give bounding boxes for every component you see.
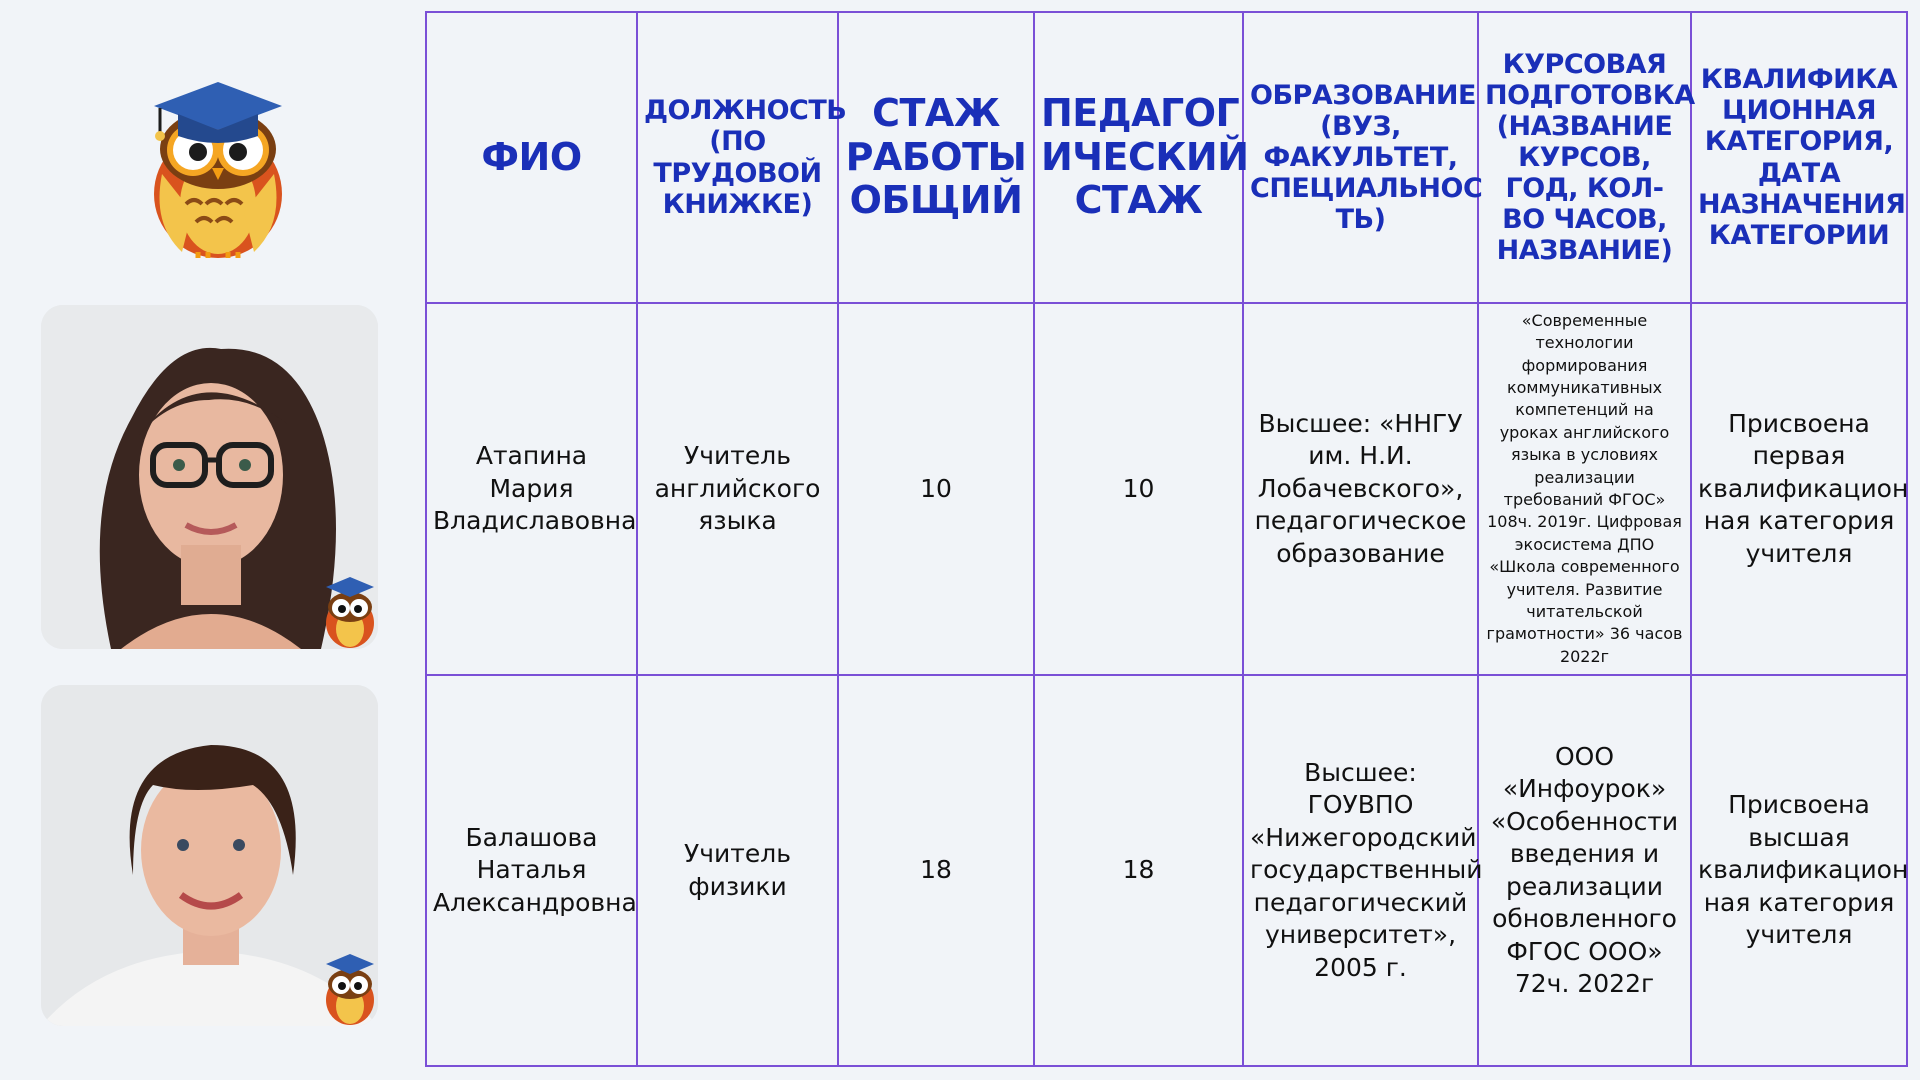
table-header-row bbox=[426, 12, 1907, 303]
cell-ped-experience: 18 bbox=[1034, 675, 1243, 1066]
cell-position: Учитель физики bbox=[637, 675, 838, 1066]
cell-category: Присвоена первая квалификацион ная категория учителя bbox=[1691, 303, 1907, 675]
cell-category: Присвоена высшая квалификацион ная категория учителя bbox=[1691, 675, 1907, 1066]
header-education: ОБРАЗОВАНИЕ (ВУЗ, ФАКУЛЬТЕТ, СПЕЦИАЛЬНОС ТЬ) bbox=[1243, 12, 1478, 303]
cell-fio: Атапина Мария Владиславовна bbox=[426, 303, 637, 675]
header-position: ДОЛЖНОСТЬ (ПО ТРУДОВОЙ КНИЖКЕ) bbox=[637, 12, 838, 303]
table-row bbox=[426, 675, 1907, 1066]
teacher-photo-balashova bbox=[41, 685, 378, 1026]
mini-owl-icon bbox=[322, 571, 378, 649]
cell-courses: «Современные технологии формирования коммуникативных компетенций на уроках английского языка в условиях реализации требований ФГОС» 108ч. 2019г. Цифровая экосистема ДПО «Школа современного учителя. Развитие читательской грамотности» 36 часов 2022г bbox=[1478, 303, 1691, 675]
cell-total-experience: 18 bbox=[838, 675, 1034, 1066]
cell-courses: ООО «Инфоурок» «Особенности введения и реализации обновленного ФГОС ООО» 72ч. 2022г bbox=[1478, 675, 1691, 1066]
cell-total-experience: 10 bbox=[838, 303, 1034, 675]
header-category: КВАЛИФИКА ЦИОННАЯ КАТЕГОРИЯ, ДАТА НАЗНАЧЕНИЯ КАТЕГОРИИ bbox=[1691, 12, 1907, 303]
cell-fio: Балашова Наталья Александровна bbox=[426, 675, 637, 1066]
header-ped-experience: ПЕДАГОГ ИЧЕСКИЙ СТАЖ bbox=[1034, 12, 1243, 303]
cell-education: Высшее: «ННГУ им. Н.И. Лобачевского», педагогическое образование bbox=[1243, 303, 1478, 675]
header-fio: ФИО bbox=[426, 12, 637, 303]
header-total-experience: СТАЖ РАБОТЫ ОБЩИЙ bbox=[838, 12, 1034, 303]
cell-ped-experience: 10 bbox=[1034, 303, 1243, 675]
mini-owl-icon bbox=[322, 948, 378, 1026]
cell-position: Учитель английского языка bbox=[637, 303, 838, 675]
cell-education: Высшее: ГОУВПО «Нижегородский государственный педагогический университет», 2005 г. bbox=[1243, 675, 1478, 1066]
staff-table bbox=[425, 11, 1908, 1067]
table-row bbox=[426, 303, 1907, 675]
owl-logo-icon bbox=[148, 54, 288, 259]
header-courses: КУРСОВАЯ ПОДГОТОВКА (НАЗВАНИЕ КУРСОВ, ГОД, КОЛ-ВО ЧАСОВ, НАЗВАНИЕ) bbox=[1478, 12, 1691, 303]
teacher-photo-atapina bbox=[41, 305, 378, 649]
